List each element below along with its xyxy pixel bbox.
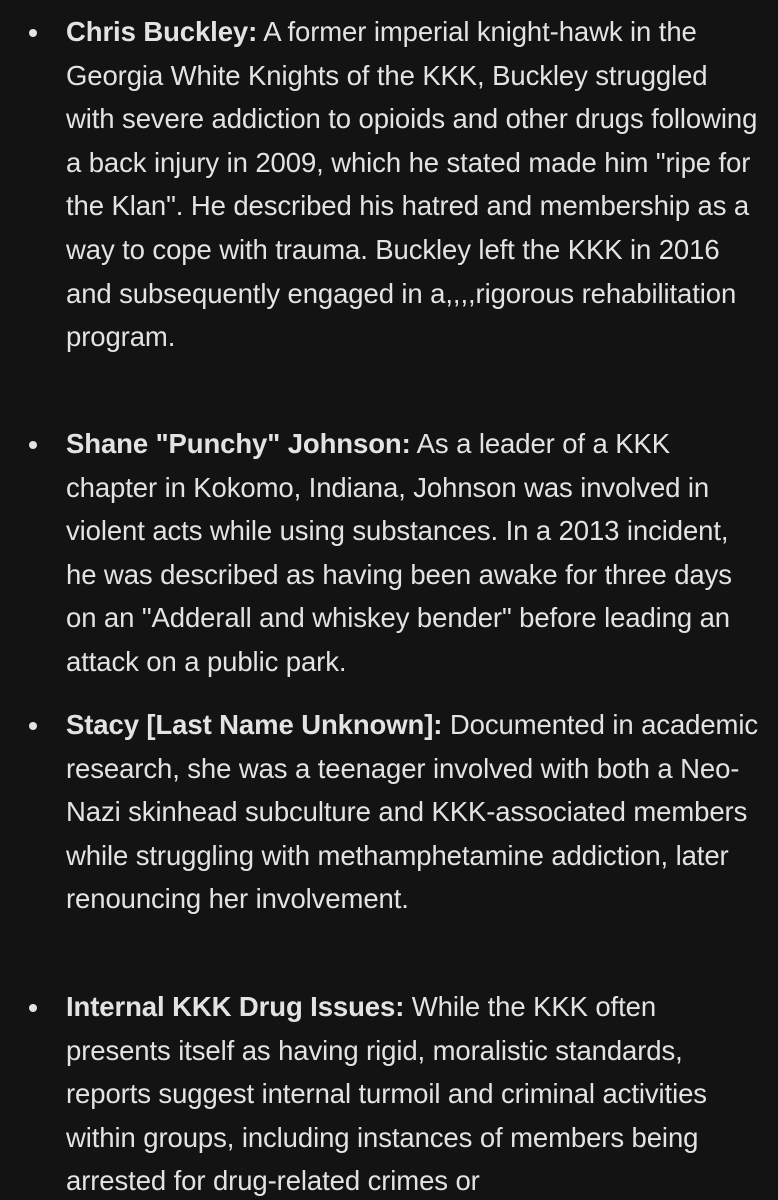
- item-lead: Shane "Punchy" Johnson:: [66, 428, 411, 459]
- bullet-icon: [29, 1004, 37, 1012]
- list-item: [0, 985, 778, 1200]
- list-item: [0, 703, 778, 921]
- item-lead: Stacy [Last Name Unknown]:: [66, 709, 443, 740]
- list-item: [0, 10, 778, 359]
- bullet-icon: [29, 441, 37, 449]
- item-text: While the KKK often presents itself as having rigid, moralistic standards, reports suggest internal turmoil and criminal activities within groups, including instances of members being arrested for drug-related crimes or: [66, 991, 707, 1197]
- item-lead: Chris Buckley:: [66, 16, 258, 47]
- item-text: A former imperial knight-hawk in the Georgia White Knights of the KKK, Buckley struggled with severe addiction to opioids and other drugs following a back injury in 2009, which he stated made him "ripe for the Klan". He described his hatred and membership as a way to cope with trauma. Buckley left the KKK in 2016 and subsequently engaged in a,,,,rigorous rehabilitation program.: [66, 16, 758, 353]
- bullet-icon: [29, 722, 37, 730]
- item-lead: Internal KKK Drug Issues:: [66, 991, 405, 1022]
- bullet-icon: [29, 29, 37, 37]
- list-item: [0, 422, 778, 684]
- item-text: Documented in academic research, she was a teenager involved with both a Neo-Nazi skinhead subculture and KKK-associated members while struggling with methamphetamine addiction, later renouncing her involvement.: [66, 709, 759, 915]
- item-text: As a leader of a KKK chapter in Kokomo, Indiana, Johnson was involved in violent acts while using substances. In a 2013 incident, he was described as having been awake for three days on an "Adderall and whiskey bender" before leading an attack on a public park.: [66, 428, 732, 677]
